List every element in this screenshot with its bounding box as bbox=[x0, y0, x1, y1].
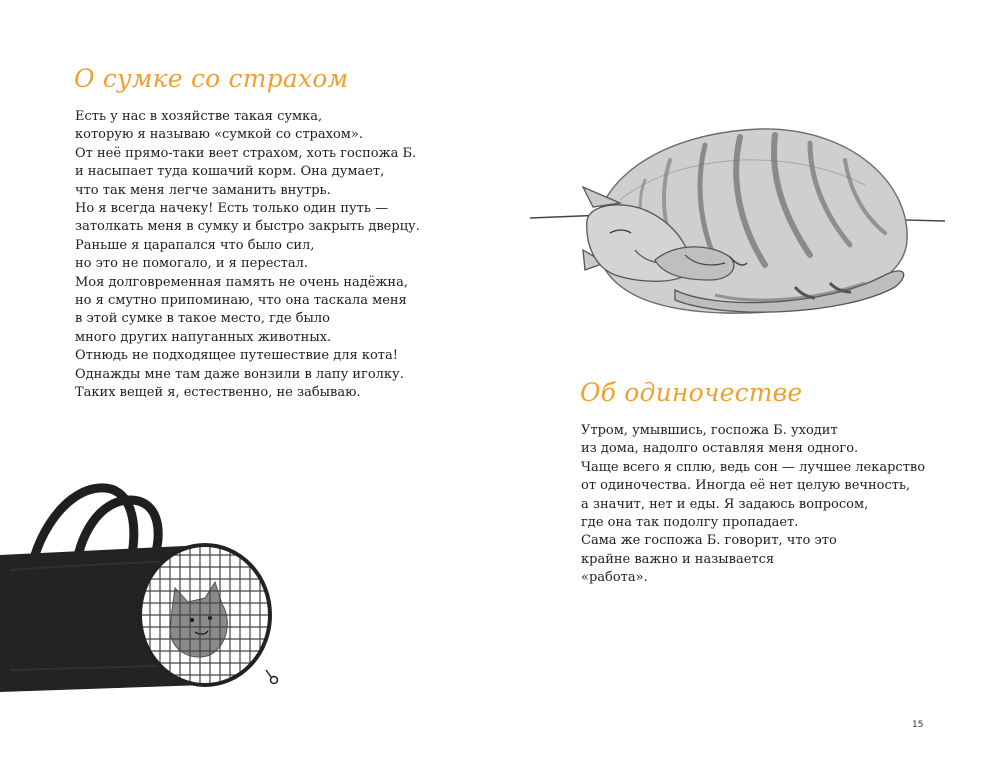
text-line: От неё прямо-таки веет страхом, хоть госпожа Б. bbox=[75, 145, 417, 161]
text-line: от одиночества. Иногда её нет целую вечность, bbox=[581, 478, 911, 494]
bag-mesh-door bbox=[140, 545, 270, 685]
text-line: Есть у нас в хозяйстве такая сумка, bbox=[75, 109, 323, 124]
body-text-bag bbox=[75, 108, 420, 403]
text-line: которую я называю «сумкой со страхом». bbox=[75, 127, 363, 143]
text-line: в этой сумке в такое место, где было bbox=[75, 311, 330, 327]
text-line: Моя долговременная память не очень надёжна, bbox=[75, 274, 408, 290]
text-line: а значит, нет и еды. Я задаюсь вопросом, bbox=[581, 496, 869, 512]
pet-carrier-bag-illustration bbox=[0, 470, 300, 700]
text-line: затолкать меня в сумку и быстро закрыть дверцу. bbox=[75, 219, 420, 235]
section-heading-loneliness: Об одиночестве bbox=[580, 378, 803, 407]
text-line: Отнюдь не подходящее путешествие для кота! bbox=[75, 348, 398, 364]
text-line: Однажды мне там даже вонзили в лапу иголку. bbox=[75, 366, 404, 382]
text-line: и насыпает туда кошачий корм. Она думает, bbox=[75, 164, 385, 180]
text-line: крайне важно и называется bbox=[581, 551, 775, 567]
text-line: где она так подолгу пропадает. bbox=[581, 515, 799, 531]
text-line: Утром, умывшись, госпожа Б. уходит bbox=[581, 423, 838, 438]
sleeping-cat-illustration bbox=[525, 115, 950, 330]
bag-zipper bbox=[266, 670, 278, 684]
text-line: Таких вещей я, естественно, не забываю. bbox=[75, 385, 361, 401]
text-line: Чаще всего я сплю, ведь сон — лучшее лекарство bbox=[581, 459, 926, 475]
text-line: Раньше я царапался что было сил, bbox=[75, 237, 315, 253]
text-line: что так меня легче заманить внутрь. bbox=[75, 182, 331, 198]
text-line: Сама же госпожа Б. говорит, что это bbox=[581, 533, 837, 549]
section-heading-bag: О сумке со страхом bbox=[74, 64, 349, 93]
text-line: много других напуганных животных. bbox=[75, 329, 332, 345]
page-number: 15 bbox=[912, 720, 924, 730]
text-line: «работа». bbox=[581, 570, 648, 586]
text-line: но это не помогало, и я перестал. bbox=[75, 256, 309, 272]
text-line: но я смутно припоминаю, что она таскала меня bbox=[75, 293, 407, 309]
body-text-loneliness bbox=[581, 422, 925, 588]
text-line: Но я всегда начеку! Есть только один путь — bbox=[75, 201, 389, 217]
text-line: из дома, надолго оставляя меня одного. bbox=[581, 441, 859, 457]
